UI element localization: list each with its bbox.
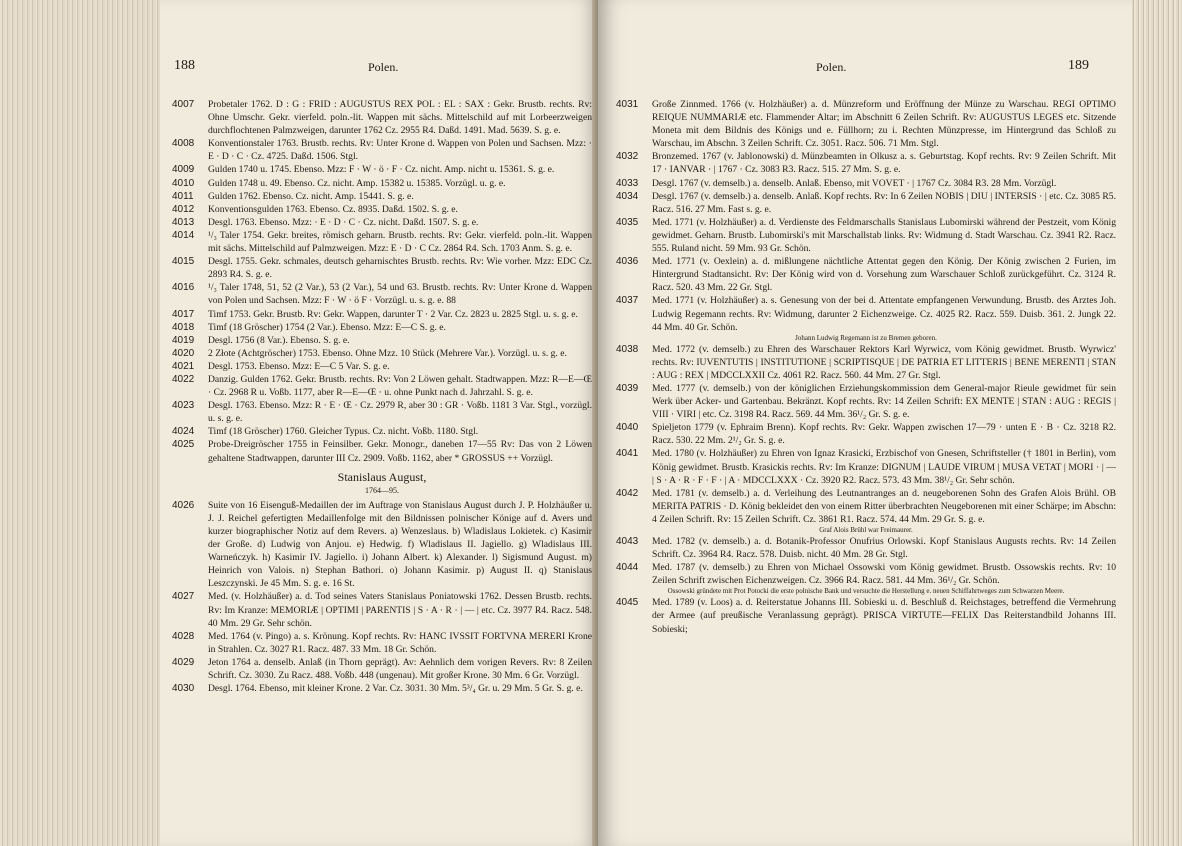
entry-text: Med. 1777 (v. demselb.) von der königlichen Erziehungskommission dem General-major Rieule gewidmet für sein Werk über Acker- und Gartenbau. Bekränzt. Kopf rechts. Rv: 14 Zeilen Schrift: EX MENTE | STAN : AUG : REGIS | VIII · VIRI | etc. Cz. 3198 R4. Racz. 569. 44 Mm. 36¹/₂ Gr. S. g. e. [652, 382, 1116, 421]
entry-text: Desgl. 1767 (v. demselb.) a. denselb. Anlaß. Kopf rechts. Rv: In 6 Zeilen NOBIS | DIU | INTERSIS · | etc. Cz. 3085 R5. Racz. 516. 27 Mm. Fast s. g. e. [652, 190, 1116, 215]
entry-text: Med. 1781 (v. demselb.) a. d. Verleihung des Leutnantranges an d. neugeborenen Sohn des Grafen Alois Brühl. OB MERITA PATRIS · D. König bekleidet den von einem Ritter überbrachten Neugeborenen mit einer Schärpe; im Abschn: 4 Zeilen Schrift. Rv: 15 Zeilen Schrift. Cz. 3861 R1. Racz. 574. 44 Mm. 29 Gr. S. g. e. [652, 487, 1116, 525]
section-years: 1764—95. [365, 485, 399, 495]
catalog-entry [616, 343, 1116, 382]
entry-number: 4023 [172, 400, 195, 412]
catalog-entry [616, 561, 1116, 587]
left-page-stack-edge [0, 0, 170, 846]
entry-text: Desgl. 1755. Gekr. schmales, deutsch geharnischtes Brustb. rechts. Rv: Wie vorher. Mzz: EDC Cz. 2893 R4. S. g. e. [208, 256, 592, 281]
entry-number: 4014 [172, 229, 195, 241]
catalog-entry [172, 308, 592, 321]
entry-text: Med. 1771 (v. Holzhäußer) a. d. Verdienste des Feldmarschalls Stanislaus Lubomirski während der Pestzeit, vom König gewidmet. Geharn. Brustb. Lubomirski's mit Marschallstab links. Rv: Widmung d. Stadt Warschau. Cz. 3941 R2. Racz. 555. Ruland nicht. 59 Mm. 93 Gr. Schön. [652, 216, 1116, 255]
entry-text: Med. 1780 (v. Holzhäußer) zu Ehren von Ignaz Krasicki, Erzbischof von Gnesen, Schriftsteller († 1801 in Berlin), vom König gewidmet. Brustb. Krasickis rechts. Rv: Im Kranze: DIGNUM | LAUDE VIRUM | MUSA VETAT | MORI · | — | S · A · R · F · F · | A · MDCCLXXX · Cz. 3920 R2. Racz. 573. 43 Mm. 38¹/₂ Gr. Sehr schön. [652, 448, 1116, 486]
entry-text: 2 Złote (Achtgröscher) 1753. Ebenso. Ohne Mzz. 10 Stück (Mehrere Var.). Vorzügl. u. s. g. e. [208, 347, 567, 359]
entry-number: 4042 [616, 487, 639, 499]
entry-text: Probe-Dreigröscher 1755 in Feinsilber. Gekr. Monogr., daneben 17—55 Rv: Das von 2 Löwen gehaltene Stadtwappen, darunter III Cz. 2909. Voßb. 1162, aber * GROSSUS ++ Vorzügl. [208, 439, 592, 464]
entry-text: Med. 1789 (v. Loos) a. d. Reiterstatue Johanns III. Sobieski u. d. Beschluß d. Reichstages, betreffend die Vermehrung der Armee (auf preußische Veranlassung geprägt). PRISCA VIRTUTE—FELIX Das Reiterstandbild Johanns III. Sobieski; [652, 597, 1116, 635]
entry-number: 4038 [616, 343, 639, 355]
entry-number: 4044 [616, 562, 639, 574]
entry-text: Desgl. 1763. Ebenso. Mzz: R · E · Œ · Cz. 2979 R, aber 30 : GR · Voßb. 1181 3 Var. Stgl., vorzügl. u. s. g. e. [208, 400, 592, 425]
catalog-entry [616, 177, 1116, 190]
entry-text: Desgl. 1764. Ebenso, mit kleiner Krone. 2 Var. Cz. 3031. 30 Mm. 5³/₄ Gr. u. 29 Mm. 5 Gr. S. g. e. [208, 683, 583, 695]
left-catalog-entries [172, 98, 592, 695]
catalog-entry [616, 150, 1116, 176]
catalog-entry [172, 399, 592, 425]
entry-number: 4021 [172, 360, 195, 372]
catalog-entry [616, 447, 1116, 486]
catalog-entry [172, 360, 592, 373]
catalog-entry [616, 382, 1116, 421]
catalog-entry [172, 334, 592, 347]
entries-top-group [172, 98, 592, 465]
entry-footnote: Johann Ludwig Regemann ist zu Bremen geboren. [795, 333, 937, 342]
entry-text: ¹/₃ Taler 1748, 51, 52 (2 Var.), 53 (2 Var.), 54 und 63. Brustb. rechts. Rv: Unter Krone d. Wappen von Polen und Sachsen. Mzz: F · W · ö F · Vorzügl. u. s. g. e. 88 [208, 282, 592, 307]
entries-bottom-group [172, 499, 592, 695]
entry-number: 4035 [616, 216, 639, 228]
entry-text: Desgl. 1763. Ebenso. Mzz: · E · D · C · Cz. nicht. Daßd. 1507. S. g. e. [208, 216, 479, 228]
right-page-stack-edge [1126, 0, 1182, 846]
catalog-entry [172, 203, 592, 216]
entry-number: 4009 [172, 164, 195, 176]
catalog-entry [616, 596, 1116, 635]
entry-number: 4041 [616, 448, 639, 460]
entry-number: 4015 [172, 256, 195, 268]
catalog-entry [616, 255, 1116, 294]
entry-number: 4017 [172, 308, 195, 320]
entry-text: Desgl. 1753. Ebenso. Mzz: E—C 5 Var. S. g. e. [208, 360, 390, 372]
catalog-entry [172, 438, 592, 464]
entry-number: 4026 [172, 499, 195, 511]
catalog-entry [172, 656, 592, 682]
right-page-header: Polen. [816, 60, 847, 74]
entry-number: 4011 [172, 190, 194, 202]
entry-number: 4008 [172, 138, 195, 150]
right-page [598, 0, 1132, 846]
right-entries-group [616, 98, 1116, 636]
entry-text: Timf (18 Gröscher) 1754 (2 Var.). Ebenso. Mzz: E—C S. g. e. [208, 321, 446, 333]
entry-text: Med. 1772 (v. demselb.) zu Ehren des Warschauer Rektors Karl Wyrwicz, vom König gewidmet. Brustb. Wyrwicz' rechts. Rv: IUVENTUTIS | INSTITUTIONE | SCRIPTISQUE | DE PATRIA ET LITTERIS | BENE MERENTI | STAN : AUG : REX | MDCCLXXII Cz. 4061 R2. Racz. 560. 44 Mm. 27 Gr. Stgl. [652, 343, 1116, 381]
entry-number: 4007 [172, 99, 195, 110]
entry-text: Spieljeton 1779 (v. Ephraim Brenn). Kopf rechts. Rv: Gekr. Wappen zwischen 17—79 · unten E · B · Cz. 3218 R2. Racz. 530. 22 Mm. 2¹/₂ Gr. S. g. e. [652, 422, 1116, 447]
catalog-entry [172, 321, 592, 334]
entry-number: 4033 [616, 177, 639, 189]
entry-text: Med. 1764 (v. Pingo) a. s. Krönung. Kopf rechts. Rv: HANC IVSSIT FORTVNA MERERI Krone in Strahlen. Cz. 3027 R1. Racz. 487. 33 Mm. 18 Gr. Schön. [208, 630, 592, 655]
catalog-entry [616, 421, 1116, 447]
catalog-entry [172, 98, 592, 137]
entry-footnote: Ossowski gründete mit Prot Potocki die erste polnische Bank und versuchte die Herstellung e. neuen Schiffahrtweges zum Schwarzen Meere. [667, 587, 1065, 596]
catalog-entry [172, 255, 592, 281]
entry-number: 4030 [172, 683, 195, 695]
entry-text: Timf (18 Gröscher) 1760. Gleicher Typus. Cz. nicht. Voßb. 1180. Stgl. [208, 426, 479, 438]
entry-number: 4039 [616, 382, 639, 394]
entry-text: Bronzemed. 1767 (v. Jablonowski) d. Münzbeamten in Olkusz a. s. Geburtstag. Kopf rechts. Rv: 9 Zeilen Schrift. Mit 17 · IANVAR · | 1767 · Cz. 3083 R3. Racz. 515. 27 Mm. S. g. e. [652, 151, 1116, 176]
entry-number: 4013 [172, 216, 195, 228]
entry-number: 4010 [172, 177, 195, 189]
entry-text: Konventionsgulden 1763. Ebenso. Cz. 8935. Daßd. 1502. S. g. e. [208, 203, 458, 215]
entry-number: 4045 [616, 597, 639, 609]
left-page-header: Polen. [368, 60, 399, 74]
entry-number: 4037 [616, 295, 639, 307]
entry-number: 4040 [616, 422, 639, 434]
catalog-entry [172, 163, 592, 176]
entry-text: Med. 1782 (v. demselb.) a. d. Botanik-Professor Onufrius Orlowski. Kopf Stanislaus Augusts rechts. Rv: 14 Zeilen Schrift. Cz. 3964 R4. Racz. 578. Duisb. nicht. 40 Mm. 28 Gr. Stgl. [652, 536, 1116, 561]
entry-number: 4019 [172, 334, 195, 346]
catalog-entry [172, 281, 592, 307]
entry-number: 4031 [616, 99, 639, 110]
catalog-entry [172, 229, 592, 255]
entry-number: 4034 [616, 190, 639, 202]
catalog-entry [172, 137, 592, 163]
left-page-number: 188 [174, 58, 195, 73]
catalog-entry [172, 190, 592, 203]
entry-number: 4024 [172, 426, 195, 438]
entry-number: 4029 [172, 656, 195, 668]
entry-text: Probetaler 1762. D : G : FRID : AUGUSTUS REX POL : EL : SAX : Gekr. Brustb. rechts. Rv: Ohne Umschr. Gekr. vierfeld. poln.-lit. Wappen mit sächs. Mittelschild auf mit Lorbeerzweigen durchflochtenen Palmzweigen, darunter 1762 Cz. 2955 R4. Daßd. 1491. Mad. 5639. S. g. e. [208, 99, 592, 137]
entry-text: Große Zinnmed. 1766 (v. Holzhäußer) a. d. Münzreform und Eröffnung der Münze zu Warschau. REGI OPTIMO REIQUE NUMMARIÆ etc. Flammender Altar; im Abschnitt 6 Zeilen Schrift. Rv: AUGUSTUS LEGES etc. Sitzende Moneta mit dem Bildnis des Königs und e. Füllhorn; zu i. Rechten Münzpresse, im Hintergrund das Schloß zu Warschau, im Abschn. 3 Zeilen Schrift. Cz. 3051. Racz. 506. 71 Mm. Stgl. [652, 99, 1116, 150]
catalog-entry [616, 294, 1116, 333]
catalog-entry [172, 177, 592, 190]
entry-footnote: Graf Alois Brühl war Freimaurer. [819, 526, 913, 534]
entry-text: Desgl. 1767 (v. demselb.) a. denselb. Anlaß. Ebenso, mit VOVET · | 1767 Cz. 3084 R3. 28 Mm. Vorzügl. [652, 177, 1057, 189]
entry-text: Gulden 1740 u. 1745. Ebenso. Mzz: F · W · ö · F · Cz. nicht. Amp. nicht u. 15361. S. g. e. [208, 164, 555, 176]
catalog-entry [172, 499, 592, 591]
entry-number: 4043 [616, 536, 639, 547]
entry-number: 4036 [616, 256, 639, 268]
catalog-entry [616, 98, 1116, 150]
entry-text: Jeton 1764 a. denselb. Anlaß (in Thorn geprägt). Av: Aehnlich dem vorigen Revers. Rv: 8 Zeilen Schrift. Cz. 3030. Zu Racz. 488. Voßb. 448 (ungenau). Mit großer Krone. 30 Mm. 6 Gr. Vorzügl. [208, 656, 592, 682]
entry-number: 4025 [172, 439, 195, 451]
catalog-entry [172, 682, 592, 695]
catalog-entry [616, 487, 1116, 526]
entry-text: Timf 1753. Gekr. Brustb. Rv: Gekr. Wappen, darunter T · 2 Var. Cz. 2823 u. 2825 Stgl. u. s. g. e. [208, 308, 578, 320]
entry-text: Konventionstaler 1763. Brustb. rechts. Rv: Unter Krone d. Wappen von Polen und Sachsen. Mzz: · E · D · C · Cz. 4725. Daßd. 1506. Stgl. [208, 138, 592, 163]
catalog-entry [616, 535, 1116, 561]
entry-text: Med. 1771 (v. Holzhäußer) a. s. Genesung von der bei d. Attentate empfangenen Verwundung. Brustb. des Arztes Joh. Ludwig Regemann rechts. Rv: Widmung, darunter 2 Eichenzweige. Cz. 4025 R2. Racz. 559. Duisb. 361. 2. Jungk 22. 44 Mm. 40 Gr. Schön. [652, 295, 1116, 333]
entry-number: 4022 [172, 373, 195, 385]
entry-number: 4032 [616, 151, 639, 163]
entry-number: 4020 [172, 347, 195, 359]
catalog-entry [172, 590, 592, 629]
catalog-entry [616, 190, 1116, 216]
entry-text: Med. 1787 (v. demselb.) zu Ehren von Michael Ossowski vom König gewidmet. Brustb. Ossowskis rechts. Rv: 10 Zeilen Schrift zwischen Eichenzweigen. Cz. 3966 R4. Racz. 581. 44 Mm. 36¹/₂ Gr. Schön. [652, 562, 1116, 587]
entry-number: 4012 [172, 203, 195, 215]
entry-number: 4027 [172, 591, 195, 603]
entry-text: Desgl. 1756 (8 Var.). Ebenso. S. g. e. [208, 334, 350, 346]
entry-number: 4016 [172, 282, 195, 294]
entry-text: ¹/₃ Taler 1754. Gekr. breites, römisch geharn. Brustb. rechts. Rv: Gekr. vierfeld. poln.-lit. Wappen mit sächs. Mittelschild auf Palmzweigen. Mzz: E · D · C Cz. 2864 R4. Sch. 1703 Anm. S. g. e. [208, 229, 592, 255]
catalog-entry [172, 216, 592, 229]
left-page [160, 0, 600, 846]
entry-text: Gulden 1762. Ebenso. Cz. nicht. Amp. 15441. S. g. e. [208, 190, 414, 202]
section-title: Stanislaus August, [337, 469, 427, 484]
entry-text: Suite von 16 Eisenguß-Medaillen der im Auftrage von Stanislaus August durch J. P. Holzhäußer u. J. J. Reichel gefertigten Medaillenfolge mit den Bildnissen polnischer Könige auf d. Avers und kurzer biographischer Notiz auf dem Revers. a) Wenzeslaus. b) Wladislaus Lokietek. c) Kasimir der Große. d) Ludwig von Anjou. e) Hedwig. f) Wladislaus II. Jagiello. g) Wladislaus III. Warneńczyk. h) Kasimir IV. Jagiello. i) Johann Albert. k) Alexander. l) Sigismund August. m) Heinrich von Valois. n) Stephan Bathori. o) Johann Kasimir. p) August II. q) Stanislaus Leszczynski. Je 45 Mm. S. g. e. 16 St. [208, 499, 592, 590]
entry-number: 4028 [172, 630, 195, 642]
entry-text: Med. (v. Holzhäußer) a. d. Tod seines Vaters Stanislaus Poniatowski 1762. Dessen Brustb. rechts. Rv: Im Kranze: MEMORIÆ | OPTIMI | PARENTIS | S · A · R · | — | etc. Cz. 3977 R4. Racz. 548. 40 Mm. 29 Gr. Sehr schön. [208, 591, 592, 629]
catalog-entry [172, 347, 592, 360]
catalog-entry [172, 630, 592, 656]
catalog-entry [172, 425, 592, 438]
entry-number: 4018 [172, 321, 195, 333]
right-page-number: 189 [1068, 58, 1089, 73]
catalog-entry [616, 216, 1116, 255]
entry-text: Med. 1771 (v. Oexlein) a. d. mißlungene nächtliche Attentat gegen den König. Der König zwischen 2 Furien, im Hintergrund Stadtansicht. Rv: Der König wird von d. Vorsehung zum Warschauer Schloß zurückgeführt. Cz. 3124 R. Racz. 520. 43 Mm. 22 Gr. Stgl. [652, 256, 1116, 294]
right-catalog-entries [616, 98, 1116, 636]
entry-text: Danzig. Gulden 1762. Gekr. Brustb. rechts. Rv: Von 2 Löwen gehalt. Stadtwappen. Mzz: R—E—Œ · Cz. 2968 R u. Voßb. 1177, aber R—E—Œ · u. ohne Punkt nach d. Jahrzahl. S. g. e. [208, 373, 592, 399]
catalog-entry [172, 373, 592, 399]
entry-text: Gulden 1748 u. 49. Ebenso. Cz. nicht. Amp. 15382 u. 15385. Vorzügl. u. g. e. [208, 177, 506, 189]
